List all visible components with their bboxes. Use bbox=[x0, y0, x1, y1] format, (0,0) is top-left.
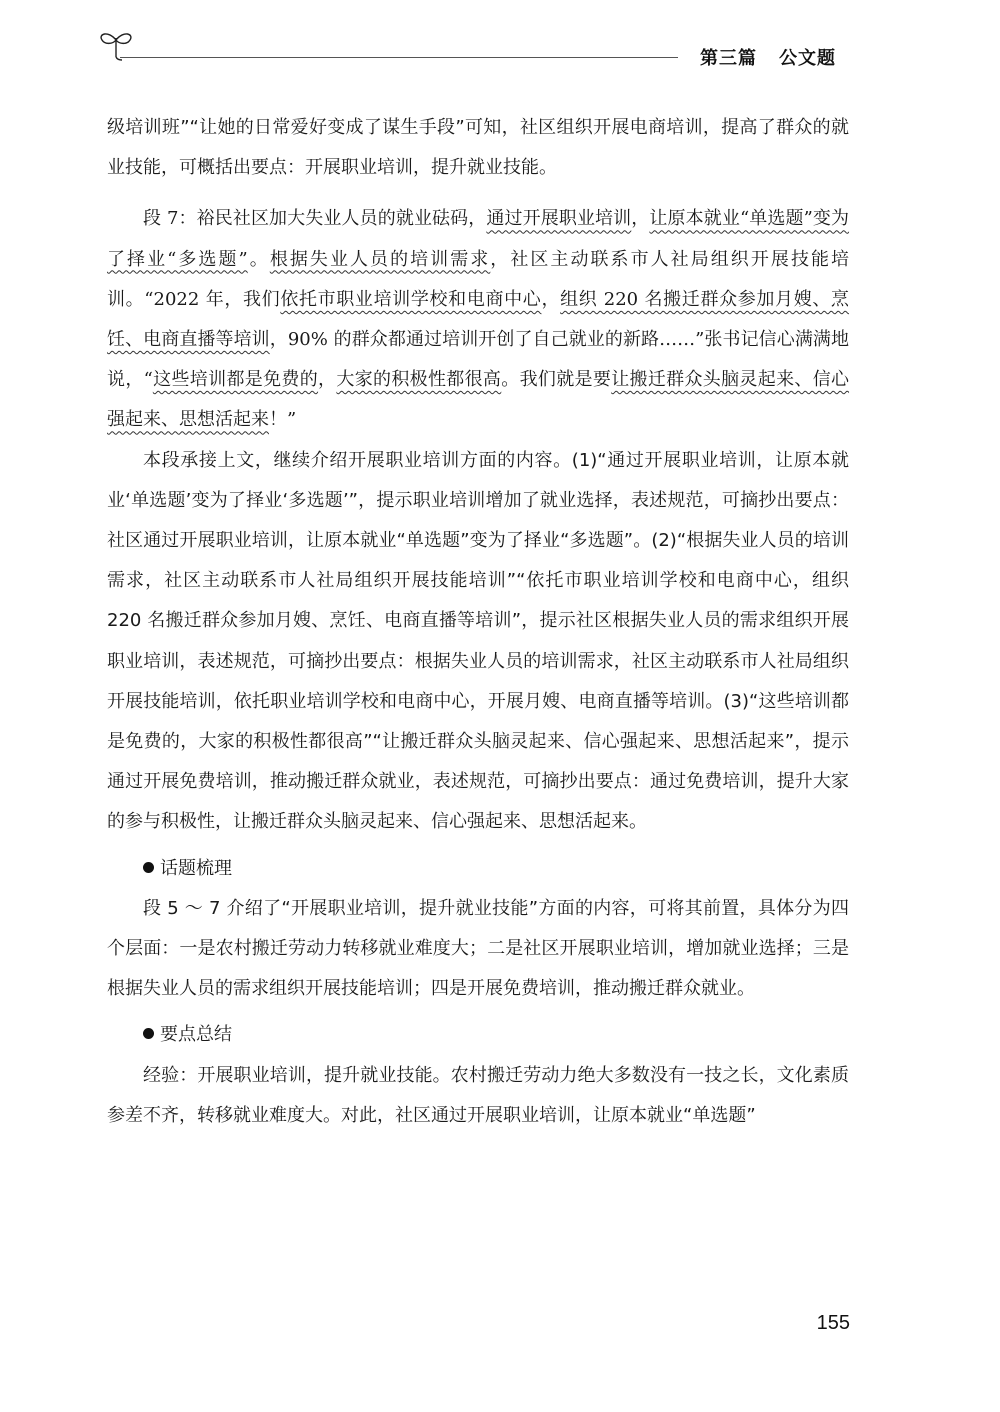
text-segment: 。 bbox=[247, 248, 270, 270]
underlined-phrase: 让原本就业“单选题”变为了择业“多选题” bbox=[107, 208, 850, 270]
underlined-phrase: 依托市职业培训学校和电商中心 bbox=[280, 288, 542, 310]
underlined-phrase: 组织 220 名搬迁群众参加月嫂、烹饪、电商直播等培训 bbox=[107, 288, 850, 351]
paragraph-7-quote bbox=[107, 199, 849, 440]
bullet-icon bbox=[143, 1028, 154, 1039]
summary-heading-label: 要点总结 bbox=[160, 1024, 232, 1046]
underlined-phrase: 让搬迁群众头脑灵起来、信心强起来、思想活起来 bbox=[107, 369, 850, 431]
topic-paragraph: 段 5 ～ 7 介绍了“开展职业培训，提升就业技能”方面的内容，可将其前置，具体分为四个层面：一是农村搬迁劳动力转移就业难度大；二是社区开展职业培训，增加就业选择；三是根据失业人员的需求组织开展技能培训；四是开展免费培训，推动搬迁群众就业。 bbox=[107, 897, 849, 1000]
text-segment: ，90% 的群众都通过培训开创了自己就业的新路……”张书记信心满满地说，“ bbox=[107, 329, 849, 391]
topic-heading bbox=[107, 849, 849, 889]
text-segment: ， bbox=[318, 369, 337, 391]
analysis-paragraph: 本段承接上文，继续介绍开展职业培训方面的内容。(1)“通过开展职业培训，让原本就业‘单选题’变为了择业‘多选题’”，提示职业培训增加了就业选择，表述规范，可摘抄出要点：社区通过开展职业培训，让原本就业“单选题”变为了择业“多选题”。(2)“根据失业人员的培训需求，社区主动联系市人社局组织开展技能培训”“依托市职业培训学校和电商中心，组织 220 名搬迁群众参加月嫂、烹饪、电商直播等培训”，提示社区根据失业人员的需求组织开展职业培训，表述规范，可摘抄出要点：根据失业人员的培训需求，社区主动联系市人社局组织开展技能培训，依托职业培训学校和电商中心，开展月嫂、电商直播等培训。(3)“这些培训都是免费的，大家的积极性都很高”“让搬迁群众头脑灵起来、信心强起来、思想活起来”，提示通过开展免费培训，推动搬迁群众就业，表述规范，可摘抄出要点：通过免费培训，提升大家的参与积极性，让搬迁群众头脑灵起来、信心强起来、思想活起来。 bbox=[107, 449, 849, 833]
text-segment: ， bbox=[631, 208, 650, 230]
topic-heading-label: 话题梳理 bbox=[160, 857, 232, 879]
underlined-phrase: 根据失业人员的培训需求 bbox=[269, 248, 491, 270]
header-title: 公文题 bbox=[779, 48, 836, 69]
page-header bbox=[700, 44, 836, 70]
text-segment: 。“2022 年，我们 bbox=[125, 288, 281, 310]
underlined-phrase: 通过开展职业培训 bbox=[486, 208, 632, 230]
summary-heading bbox=[107, 1015, 849, 1055]
text-segment: 段 7：裕民社区加大失业人员的就业砝码， bbox=[143, 208, 487, 230]
header-rule bbox=[120, 57, 678, 58]
text-segment: ， bbox=[541, 288, 561, 310]
page-body bbox=[107, 108, 849, 1136]
header-part: 第三篇 bbox=[700, 48, 757, 69]
page-number: 155 bbox=[816, 1312, 850, 1334]
bullet-icon bbox=[143, 862, 154, 873]
text-segment: 。我们就是要 bbox=[501, 369, 612, 391]
text-segment: ，社区主动联系市人社局组织开展技能培训 bbox=[107, 248, 850, 310]
sprout-icon bbox=[96, 26, 136, 70]
underlined-phrase: 这些培训都是免费的 bbox=[152, 369, 319, 391]
paragraph-continued: 级培训班”“让她的日常爱好变成了谋生手段”可知，社区组织开展电商培训，提高了群众的就业技能，可概括出要点：开展职业培训，提升就业技能。 bbox=[107, 117, 849, 179]
text-segment: ！” bbox=[269, 409, 297, 431]
summary-paragraph: 经验：开展职业培训，提升就业技能。农村搬迁劳动力绝大多数没有一技之长，文化素质参差不齐，转移就业难度大。对此，社区通过开展职业培训，让原本就业“单选题” bbox=[107, 1064, 849, 1126]
underlined-phrase: 大家的积极性都很高 bbox=[336, 369, 502, 391]
